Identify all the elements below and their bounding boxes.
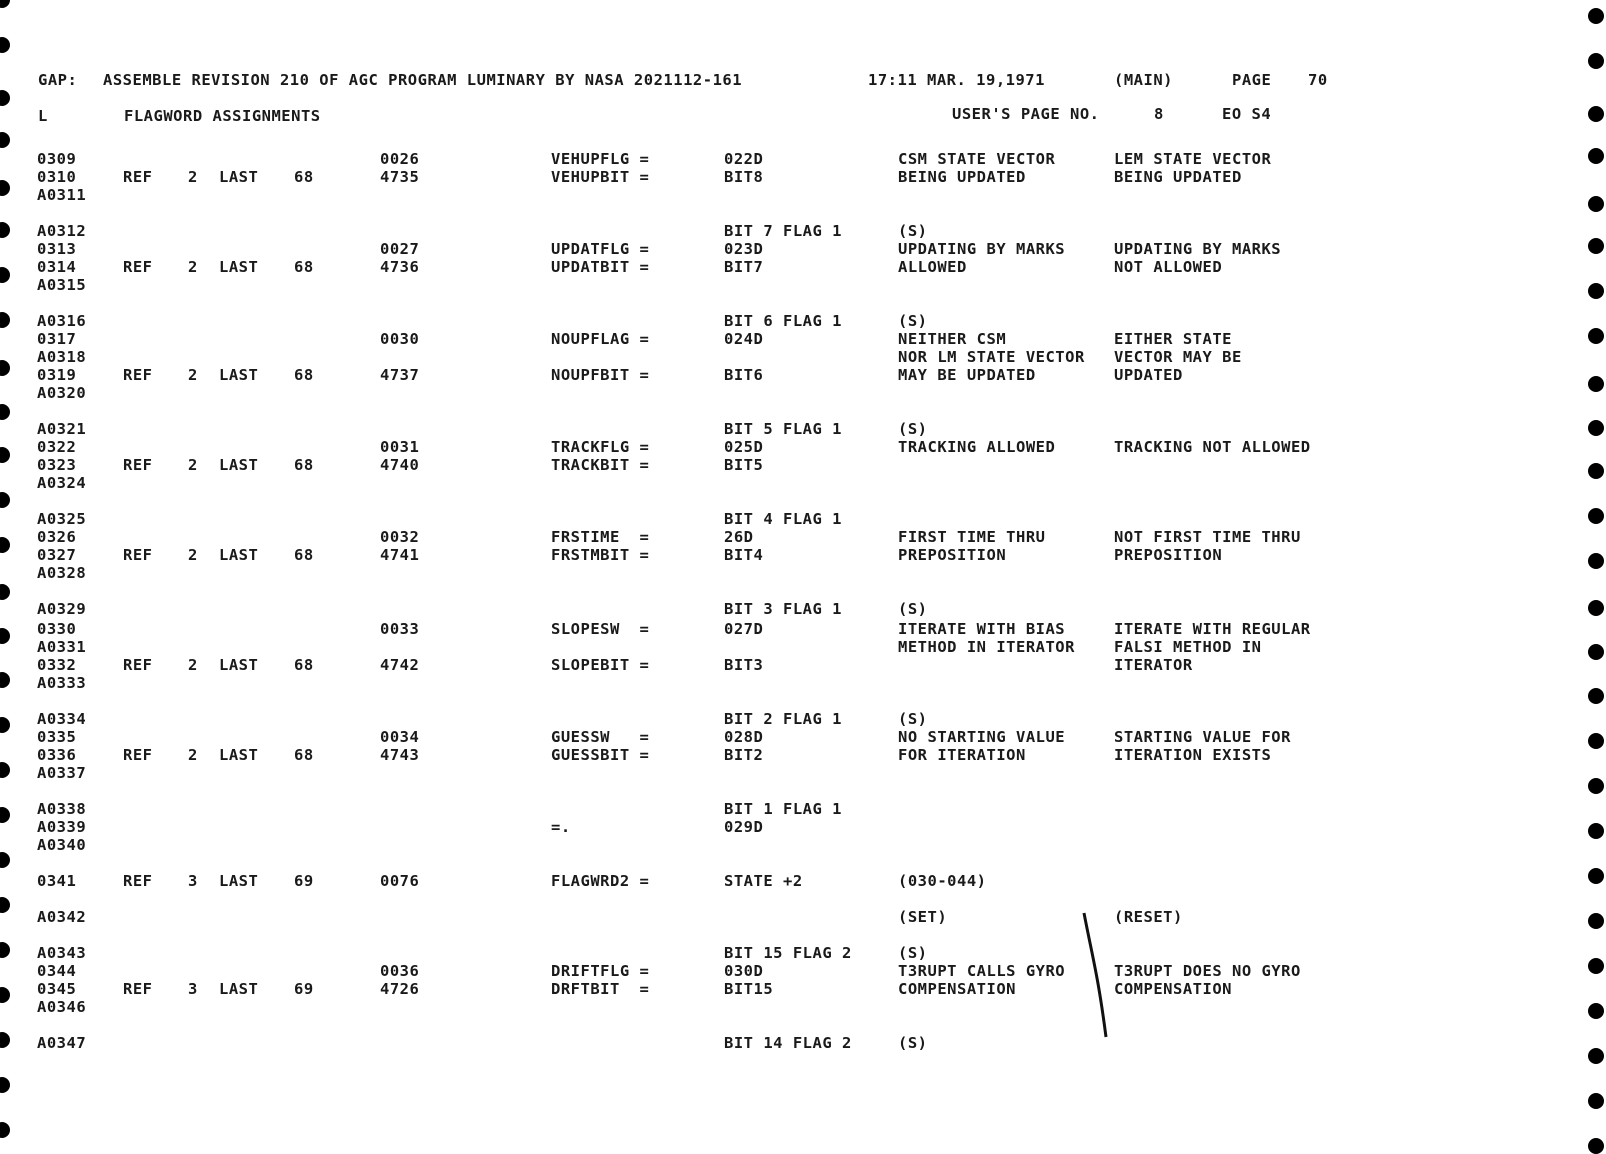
listing-val-cell: BIT 3 FLAG 1 bbox=[724, 600, 842, 618]
sprocket-hole bbox=[1588, 1138, 1604, 1154]
listing-sym-cell: VEHUPFLG = bbox=[551, 150, 650, 168]
listing-pg-cell: 68 bbox=[294, 456, 314, 474]
sprocket-hole bbox=[1588, 196, 1604, 212]
sprocket-hole bbox=[1588, 958, 1604, 974]
listing-n-cell: 2 bbox=[188, 258, 198, 276]
listing-c1-cell: UPDATING BY MARKS bbox=[898, 240, 1066, 258]
listing-c2-cell: COMPENSATION bbox=[1114, 980, 1232, 998]
listing-val-cell: BIT7 bbox=[724, 258, 764, 276]
sprocket-hole bbox=[0, 0, 10, 8]
sprocket-hole bbox=[1588, 8, 1604, 24]
listing-seq-cell: A0339 bbox=[37, 818, 87, 836]
listing-n-cell: 2 bbox=[188, 366, 198, 384]
listing-pg-cell: 68 bbox=[294, 168, 314, 186]
listing-val-cell: BIT 4 FLAG 1 bbox=[724, 510, 842, 528]
listing-c2-cell: ITERATOR bbox=[1114, 656, 1193, 674]
listing-last-cell: LAST bbox=[219, 168, 259, 186]
listing-n-cell: 2 bbox=[188, 746, 198, 764]
sprocket-hole bbox=[1588, 868, 1604, 884]
listing-addr-cell: 0027 bbox=[380, 240, 420, 258]
listing-addr-cell: 4740 bbox=[380, 456, 420, 474]
header-main: (MAIN) bbox=[1114, 71, 1173, 89]
listing-seq-cell: 0330 bbox=[37, 620, 77, 638]
listing-seq-cell: 0327 bbox=[37, 546, 77, 564]
listing-pg-cell: 68 bbox=[294, 656, 314, 674]
listing-sym-cell: NOUPFBIT = bbox=[551, 366, 650, 384]
listing-n-cell: 2 bbox=[188, 168, 198, 186]
header-gap: GAP: bbox=[38, 71, 78, 89]
listing-c2-cell: UPDATING BY MARKS bbox=[1114, 240, 1282, 258]
listing-c1-cell: (S) bbox=[898, 600, 928, 618]
listing-seq-cell: 0345 bbox=[37, 980, 77, 998]
listing-sym-cell: TRACKBIT = bbox=[551, 456, 650, 474]
listing-val-cell: 024D bbox=[724, 330, 764, 348]
sprocket-hole bbox=[0, 180, 10, 196]
listing-c1-cell: (030-044) bbox=[898, 872, 987, 890]
sprocket-hole bbox=[0, 807, 10, 823]
listing-c1-cell: TRACKING ALLOWED bbox=[898, 438, 1056, 456]
listing-seq-cell: A0325 bbox=[37, 510, 87, 528]
listing-sym-cell: GUESSBIT = bbox=[551, 746, 650, 764]
sprocket-hole bbox=[1588, 328, 1604, 344]
listing-seq-cell: A0337 bbox=[37, 764, 87, 782]
listing-c1-cell: METHOD IN ITERATOR bbox=[898, 638, 1075, 656]
listing-addr-cell: 4726 bbox=[380, 980, 420, 998]
listing-val-cell: STATE +2 bbox=[724, 872, 803, 890]
listing-pg-cell: 69 bbox=[294, 872, 314, 890]
listing-seq-cell: A0331 bbox=[37, 638, 87, 656]
listing-pg-cell: 69 bbox=[294, 980, 314, 998]
listing-seq-cell: 0332 bbox=[37, 656, 77, 674]
subheader-l: L bbox=[38, 107, 48, 125]
listing-sym-cell: UPDATBIT = bbox=[551, 258, 650, 276]
listing-seq-cell: 0314 bbox=[37, 258, 77, 276]
sprocket-hole bbox=[1588, 1093, 1604, 1109]
listing-seq-cell: A0321 bbox=[37, 420, 87, 438]
listing-seq-cell: 0322 bbox=[37, 438, 77, 456]
listing-addr-cell: 0036 bbox=[380, 962, 420, 980]
listing-seq-cell: A0334 bbox=[37, 710, 87, 728]
sprocket-hole bbox=[0, 942, 10, 958]
listing-sym-cell: VEHUPBIT = bbox=[551, 168, 650, 186]
listing-c2-cell: (RESET) bbox=[1114, 908, 1183, 926]
sprocket-hole bbox=[0, 672, 10, 688]
sprocket-hole bbox=[0, 447, 10, 463]
listing-addr-cell: 4742 bbox=[380, 656, 420, 674]
listing-seq-cell: A0333 bbox=[37, 674, 87, 692]
listing-val-cell: 027D bbox=[724, 620, 764, 638]
listing-last-cell: LAST bbox=[219, 366, 259, 384]
listing-seq-cell: A0340 bbox=[37, 836, 87, 854]
revision-code: EO S4 bbox=[1222, 105, 1272, 123]
listing-c1-cell: CSM STATE VECTOR bbox=[898, 150, 1056, 168]
listing-val-cell: BIT8 bbox=[724, 168, 764, 186]
sprocket-hole bbox=[0, 584, 10, 600]
sprocket-hole bbox=[0, 1032, 10, 1048]
listing-n-cell: 2 bbox=[188, 546, 198, 564]
listing-addr-cell: 0031 bbox=[380, 438, 420, 456]
listing-last-cell: LAST bbox=[219, 746, 259, 764]
listing-c1-cell: T3RUPT CALLS GYRO bbox=[898, 962, 1066, 980]
listing-last-cell: LAST bbox=[219, 980, 259, 998]
sprocket-hole bbox=[0, 1122, 10, 1138]
listing-val-cell: BIT 14 FLAG 2 bbox=[724, 1034, 852, 1052]
header-page-label: PAGE bbox=[1232, 71, 1272, 89]
listing-c1-cell: (S) bbox=[898, 222, 928, 240]
listing-ref-cell: REF bbox=[123, 980, 153, 998]
listing-ref-cell: REF bbox=[123, 656, 153, 674]
sprocket-hole bbox=[0, 852, 10, 868]
header-assemble: ASSEMBLE REVISION 210 OF AGC PROGRAM LUMINARY BY NASA 2021112-161 bbox=[103, 71, 743, 89]
sprocket-hole bbox=[0, 90, 10, 106]
sprocket-hole bbox=[0, 404, 10, 420]
listing-c1-cell: NEITHER CSM bbox=[898, 330, 1007, 348]
listing-seq-cell: 0335 bbox=[37, 728, 77, 746]
listing-val-cell: 028D bbox=[724, 728, 764, 746]
listing-val-cell: BIT15 bbox=[724, 980, 774, 998]
header-page-number: 70 bbox=[1308, 71, 1328, 89]
listing-c1-cell: (S) bbox=[898, 710, 928, 728]
listing-sym-cell: FRSTIME = bbox=[551, 528, 650, 546]
sprocket-hole bbox=[1588, 238, 1604, 254]
listing-val-cell: BIT 2 FLAG 1 bbox=[724, 710, 842, 728]
listing-val-cell: BIT6 bbox=[724, 366, 764, 384]
listing-last-cell: LAST bbox=[219, 456, 259, 474]
listing-pg-cell: 68 bbox=[294, 258, 314, 276]
listing-sym-cell: FLAGWRD2 = bbox=[551, 872, 650, 890]
listing-c2-cell: STARTING VALUE FOR bbox=[1114, 728, 1291, 746]
listing-c1-cell: COMPENSATION bbox=[898, 980, 1016, 998]
listing-seq-cell: 0317 bbox=[37, 330, 77, 348]
sprocket-hole bbox=[0, 628, 10, 644]
listing-val-cell: 025D bbox=[724, 438, 764, 456]
sprocket-hole bbox=[1588, 600, 1604, 616]
sprocket-hole bbox=[0, 267, 10, 283]
sprocket-hole bbox=[1588, 1003, 1604, 1019]
listing-c1-cell: (S) bbox=[898, 312, 928, 330]
listing-ref-cell: REF bbox=[123, 546, 153, 564]
listing-val-cell: 023D bbox=[724, 240, 764, 258]
listing-c1-cell: FOR ITERATION bbox=[898, 746, 1026, 764]
listing-c2-cell: NOT ALLOWED bbox=[1114, 258, 1223, 276]
listing-seq-cell: A0320 bbox=[37, 384, 87, 402]
sprocket-hole bbox=[1588, 463, 1604, 479]
users-page-number: 8 bbox=[1154, 105, 1164, 123]
sprocket-hole bbox=[0, 537, 10, 553]
listing-last-cell: LAST bbox=[219, 258, 259, 276]
listing-addr-cell: 4735 bbox=[380, 168, 420, 186]
listing-c2-cell: PREPOSITION bbox=[1114, 546, 1223, 564]
listing-addr-cell: 4741 bbox=[380, 546, 420, 564]
listing-ref-cell: REF bbox=[123, 746, 153, 764]
listing-c2-cell: LEM STATE VECTOR bbox=[1114, 150, 1272, 168]
listing-seq-cell: 0310 bbox=[37, 168, 77, 186]
listing-last-cell: LAST bbox=[219, 546, 259, 564]
listing-c1-cell: MAY BE UPDATED bbox=[898, 366, 1036, 384]
listing-seq-cell: 0326 bbox=[37, 528, 77, 546]
listing-seq-cell: A0311 bbox=[37, 186, 87, 204]
listing-c2-cell: VECTOR MAY BE bbox=[1114, 348, 1242, 366]
listing-c2-cell: ITERATE WITH REGULAR bbox=[1114, 620, 1311, 638]
listing-addr-cell: 0032 bbox=[380, 528, 420, 546]
sprocket-hole bbox=[0, 897, 10, 913]
listing-addr-cell: 0030 bbox=[380, 330, 420, 348]
listing-sym-cell: DRIFTFLG = bbox=[551, 962, 650, 980]
listing-seq-cell: 0313 bbox=[37, 240, 77, 258]
listing-c1-cell: ALLOWED bbox=[898, 258, 967, 276]
sprocket-hole bbox=[0, 360, 10, 376]
listing-last-cell: LAST bbox=[219, 872, 259, 890]
listing-ref-cell: REF bbox=[123, 168, 153, 186]
sprocket-hole bbox=[1588, 688, 1604, 704]
listing-val-cell: BIT3 bbox=[724, 656, 764, 674]
listing-seq-cell: A0318 bbox=[37, 348, 87, 366]
listing-addr-cell: 4736 bbox=[380, 258, 420, 276]
listing-c1-cell: NOR LM STATE VECTOR bbox=[898, 348, 1085, 366]
sprocket-hole bbox=[0, 37, 10, 53]
listing-pg-cell: 68 bbox=[294, 746, 314, 764]
listing-val-cell: BIT 5 FLAG 1 bbox=[724, 420, 842, 438]
listing-val-cell: 030D bbox=[724, 962, 764, 980]
listing-sym-cell: DRFTBIT = bbox=[551, 980, 650, 998]
header-timestamp: 17:11 MAR. 19,1971 bbox=[868, 71, 1045, 89]
listing-val-cell: BIT5 bbox=[724, 456, 764, 474]
listing-c1-cell: (SET) bbox=[898, 908, 948, 926]
listing-sym-cell: NOUPFLAG = bbox=[551, 330, 650, 348]
sprocket-hole bbox=[0, 762, 10, 778]
listing-c2-cell: ITERATION EXISTS bbox=[1114, 746, 1272, 764]
listing-addr-cell: 4743 bbox=[380, 746, 420, 764]
listing-seq-cell: 0323 bbox=[37, 456, 77, 474]
sprocket-hole bbox=[1588, 508, 1604, 524]
listing-val-cell: BIT4 bbox=[724, 546, 764, 564]
hand-drawn-mark bbox=[1070, 905, 1130, 1045]
sprocket-hole bbox=[0, 987, 10, 1003]
sprocket-hole bbox=[1588, 1048, 1604, 1064]
listing-seq-cell: A0316 bbox=[37, 312, 87, 330]
listing-addr-cell: 0034 bbox=[380, 728, 420, 746]
sprocket-hole bbox=[1588, 53, 1604, 69]
listing-sym-cell: =. bbox=[551, 818, 571, 836]
listing-c2-cell: UPDATED bbox=[1114, 366, 1183, 384]
sprocket-hole bbox=[0, 492, 10, 508]
listing-sym-cell: TRACKFLG = bbox=[551, 438, 650, 456]
section-title: FLAGWORD ASSIGNMENTS bbox=[124, 107, 321, 125]
listing-seq-cell: 0341 bbox=[37, 872, 77, 890]
listing-sym-cell: UPDATFLG = bbox=[551, 240, 650, 258]
listing-seq-cell: A0315 bbox=[37, 276, 87, 294]
listing-n-cell: 3 bbox=[188, 872, 198, 890]
listing-val-cell: BIT 6 FLAG 1 bbox=[724, 312, 842, 330]
sprocket-hole bbox=[0, 312, 10, 328]
listing-seq-cell: A0338 bbox=[37, 800, 87, 818]
listing-c1-cell: BEING UPDATED bbox=[898, 168, 1026, 186]
listing-sym-cell: GUESSW = bbox=[551, 728, 650, 746]
listing-c2-cell: BEING UPDATED bbox=[1114, 168, 1242, 186]
listing-c2-cell: TRACKING NOT ALLOWED bbox=[1114, 438, 1311, 456]
listing-c1-cell: FIRST TIME THRU bbox=[898, 528, 1046, 546]
listing-seq-cell: A0312 bbox=[37, 222, 87, 240]
listing-n-cell: 2 bbox=[188, 456, 198, 474]
listing-c1-cell: (S) bbox=[898, 420, 928, 438]
listing-sym-cell: SLOPESW = bbox=[551, 620, 650, 638]
sprocket-hole bbox=[1588, 644, 1604, 660]
listing-seq-cell: A0347 bbox=[37, 1034, 87, 1052]
listing-addr-cell: 0033 bbox=[380, 620, 420, 638]
sprocket-hole bbox=[1588, 733, 1604, 749]
listing-pg-cell: 68 bbox=[294, 366, 314, 384]
listing-seq-cell: 0344 bbox=[37, 962, 77, 980]
listing-n-cell: 3 bbox=[188, 980, 198, 998]
listing-pg-cell: 68 bbox=[294, 546, 314, 564]
sprocket-hole bbox=[0, 222, 10, 238]
listing-val-cell: BIT2 bbox=[724, 746, 764, 764]
listing-val-cell: 26D bbox=[724, 528, 754, 546]
sprocket-hole bbox=[1588, 778, 1604, 794]
users-page-label: USER'S PAGE NO. bbox=[952, 105, 1100, 123]
listing-val-cell: 022D bbox=[724, 150, 764, 168]
listing-seq-cell: A0329 bbox=[37, 600, 87, 618]
listing-seq-cell: 0319 bbox=[37, 366, 77, 384]
sprocket-hole bbox=[1588, 823, 1604, 839]
listing-sym-cell: SLOPEBIT = bbox=[551, 656, 650, 674]
listing-seq-cell: A0346 bbox=[37, 998, 87, 1016]
sprocket-hole bbox=[1588, 148, 1604, 164]
listing-c1-cell: NO STARTING VALUE bbox=[898, 728, 1066, 746]
listing-addr-cell: 0076 bbox=[380, 872, 420, 890]
listing-seq-cell: 0309 bbox=[37, 150, 77, 168]
listing-addr-cell: 4737 bbox=[380, 366, 420, 384]
listing-seq-cell: A0343 bbox=[37, 944, 87, 962]
sprocket-hole bbox=[1588, 283, 1604, 299]
listing-val-cell: BIT 1 FLAG 1 bbox=[724, 800, 842, 818]
listing-ref-cell: REF bbox=[123, 872, 153, 890]
listing-c2-cell: FALSI METHOD IN bbox=[1114, 638, 1262, 656]
listing-ref-cell: REF bbox=[123, 456, 153, 474]
listing-sym-cell: FRSTMBIT = bbox=[551, 546, 650, 564]
sprocket-hole bbox=[1588, 553, 1604, 569]
listing-ref-cell: REF bbox=[123, 366, 153, 384]
listing-val-cell: BIT 15 FLAG 2 bbox=[724, 944, 852, 962]
sprocket-hole bbox=[1588, 376, 1604, 392]
listing-seq-cell: 0336 bbox=[37, 746, 77, 764]
listing-c1-cell: PREPOSITION bbox=[898, 546, 1007, 564]
sprocket-hole bbox=[1588, 420, 1604, 436]
sprocket-hole bbox=[1588, 106, 1604, 122]
sprocket-hole bbox=[0, 132, 10, 148]
sprocket-hole bbox=[1588, 913, 1604, 929]
sprocket-hole bbox=[0, 717, 10, 733]
listing-addr-cell: 0026 bbox=[380, 150, 420, 168]
listing-seq-cell: A0328 bbox=[37, 564, 87, 582]
listing-n-cell: 2 bbox=[188, 656, 198, 674]
listing-ref-cell: REF bbox=[123, 258, 153, 276]
listing-c1-cell: (S) bbox=[898, 1034, 928, 1052]
listing-c2-cell: T3RUPT DOES NO GYRO bbox=[1114, 962, 1301, 980]
listing-val-cell: BIT 7 FLAG 1 bbox=[724, 222, 842, 240]
listing-c2-cell: EITHER STATE bbox=[1114, 330, 1232, 348]
sprocket-hole bbox=[0, 1077, 10, 1093]
listing-seq-cell: A0342 bbox=[37, 908, 87, 926]
listing-last-cell: LAST bbox=[219, 656, 259, 674]
listing-c1-cell: ITERATE WITH BIAS bbox=[898, 620, 1066, 638]
listing-val-cell: 029D bbox=[724, 818, 764, 836]
listing-c1-cell: (S) bbox=[898, 944, 928, 962]
listing-seq-cell: A0324 bbox=[37, 474, 87, 492]
listing-c2-cell: NOT FIRST TIME THRU bbox=[1114, 528, 1301, 546]
